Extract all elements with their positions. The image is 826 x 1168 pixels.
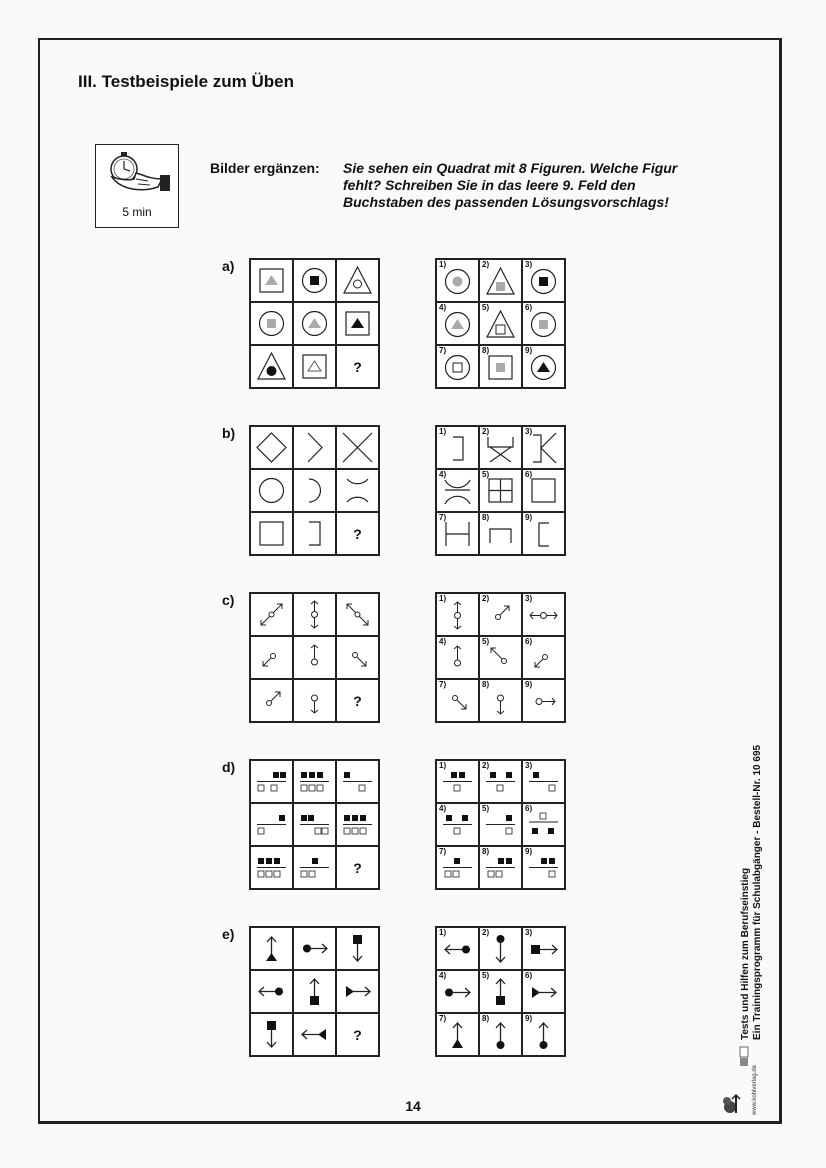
puzzle-cell: [336, 760, 379, 803]
answer-option[interactable]: 1): [436, 760, 479, 803]
answer-option[interactable]: 5): [479, 469, 522, 512]
puzzle-cell: [293, 1013, 336, 1056]
puzzle-cell: [293, 469, 336, 512]
puzzle-cell: [293, 927, 336, 970]
sidebar-text: [740, 720, 764, 1040]
puzzle-cell: [293, 679, 336, 722]
answer-option[interactable]: 3): [522, 593, 565, 636]
puzzle-cell: [336, 927, 379, 970]
answer-option[interactable]: 6): [522, 803, 565, 846]
answer-option[interactable]: 2): [479, 259, 522, 302]
answer-option[interactable]: 8): [479, 679, 522, 722]
answer-option[interactable]: 2): [479, 426, 522, 469]
answer-option[interactable]: 7): [436, 1013, 479, 1056]
missing-cell[interactable]: ?: [336, 345, 379, 388]
missing-cell[interactable]: ?: [336, 512, 379, 555]
time-limit-label: 5 min: [122, 205, 152, 219]
puzzle-cell: [293, 803, 336, 846]
missing-cell[interactable]: ?: [336, 1013, 379, 1056]
answer-grid-d: [435, 759, 566, 890]
question-label-e: e): [222, 926, 235, 942]
page-number: 14: [405, 1098, 421, 1114]
answer-option[interactable]: 5): [479, 803, 522, 846]
puzzle-grid-e: [249, 926, 380, 1057]
answer-option[interactable]: 4): [436, 469, 479, 512]
question-label-a: a): [222, 258, 235, 274]
puzzle-cell: [336, 302, 379, 345]
question-label-b: b): [222, 425, 236, 441]
answer-option[interactable]: 5): [479, 302, 522, 345]
answer-option[interactable]: 1): [436, 259, 479, 302]
answer-option[interactable]: 9): [522, 512, 565, 555]
answer-option[interactable]: 9): [522, 345, 565, 388]
missing-cell[interactable]: ?: [336, 846, 379, 889]
puzzle-cell: [293, 970, 336, 1013]
puzzle-cell: [250, 760, 293, 803]
answer-option[interactable]: 2): [479, 927, 522, 970]
answer-option[interactable]: 5): [479, 970, 522, 1013]
answer-option[interactable]: 1): [436, 426, 479, 469]
puzzle-cell: [250, 970, 293, 1013]
puzzle-cell: [293, 846, 336, 889]
puzzle-cell: [336, 970, 379, 1013]
puzzle-cell: [250, 846, 293, 889]
puzzle-cell: [250, 679, 293, 722]
timer-box: [95, 144, 179, 228]
puzzle-grid-a: [249, 258, 380, 389]
puzzle-cell: [293, 302, 336, 345]
puzzle-cell: [250, 803, 293, 846]
puzzle-cell: [250, 302, 293, 345]
answer-option[interactable]: 7): [436, 846, 479, 889]
puzzle-cell: [250, 593, 293, 636]
puzzle-cell: [250, 1013, 293, 1056]
question-label-d: d): [222, 759, 236, 775]
answer-option[interactable]: 9): [522, 679, 565, 722]
puzzle-cell: [293, 760, 336, 803]
puzzle-cell: [336, 469, 379, 512]
answer-option[interactable]: 2): [479, 760, 522, 803]
answer-grid-c: [435, 592, 566, 723]
answer-option[interactable]: 7): [436, 679, 479, 722]
puzzle-cell: [336, 803, 379, 846]
question-label-c: c): [222, 592, 235, 608]
answer-option[interactable]: 8): [479, 1013, 522, 1056]
answer-option[interactable]: 1): [436, 593, 479, 636]
answer-grid-b: [435, 425, 566, 556]
answer-option[interactable]: 9): [522, 846, 565, 889]
answer-option[interactable]: 3): [522, 259, 565, 302]
answer-option[interactable]: 4): [436, 803, 479, 846]
puzzle-grid-c: [249, 592, 380, 723]
instruction-label: Bilder ergänzen:: [210, 160, 320, 176]
answer-option[interactable]: 6): [522, 469, 565, 512]
answer-option[interactable]: 7): [436, 345, 479, 388]
publisher-url: www.kohlverlag.de: [752, 1064, 758, 1115]
answer-option[interactable]: 8): [479, 345, 522, 388]
answer-option[interactable]: 6): [522, 636, 565, 679]
puzzle-cell: [336, 593, 379, 636]
answer-grid-a: [435, 258, 566, 389]
answer-option[interactable]: 5): [479, 636, 522, 679]
puzzle-cell: [293, 259, 336, 302]
puzzle-cell: [336, 426, 379, 469]
puzzle-cell: [250, 259, 293, 302]
puzzle-cell: [293, 512, 336, 555]
puzzle-cell: [250, 469, 293, 512]
puzzle-cell: [250, 927, 293, 970]
answer-option[interactable]: 2): [479, 593, 522, 636]
missing-cell[interactable]: ?: [336, 679, 379, 722]
answer-option[interactable]: 4): [436, 302, 479, 345]
answer-option[interactable]: 8): [479, 846, 522, 889]
puzzle-grid-d: [249, 759, 380, 890]
answer-option[interactable]: 6): [522, 302, 565, 345]
puzzle-cell: [293, 345, 336, 388]
answer-option[interactable]: 9): [522, 1013, 565, 1056]
answer-grid-e: [435, 926, 566, 1057]
hand-stopwatch-icon: [100, 149, 174, 205]
puzzle-cell: [293, 636, 336, 679]
answer-option[interactable]: 7): [436, 512, 479, 555]
puzzle-cell: [250, 345, 293, 388]
puzzle-cell: [293, 593, 336, 636]
instruction-text: Sie sehen ein Quadrat mit 8 Figuren. Welche Figur fehlt? Schreiben Sie in das leere 9. Feld den Buchstaben des passenden Lösungsvorschlags!: [343, 160, 678, 210]
puzzle-cell: [250, 636, 293, 679]
answer-option[interactable]: 3): [522, 760, 565, 803]
sidebar-line-1: Tests und Hilfen zum Berufseinstieg: [740, 867, 751, 1040]
answer-option[interactable]: 4): [436, 636, 479, 679]
puzzle-cell: [336, 259, 379, 302]
puzzle-cell: [336, 636, 379, 679]
answer-option[interactable]: 4): [436, 970, 479, 1013]
answer-option[interactable]: 6): [522, 970, 565, 1013]
answer-option[interactable]: 1): [436, 927, 479, 970]
puzzle-cell: [250, 426, 293, 469]
answer-option[interactable]: 3): [522, 927, 565, 970]
answer-option[interactable]: 3): [522, 426, 565, 469]
puzzle-cell: [293, 426, 336, 469]
sidebar-line-2: Ein Trainingsprogramm für Schulabgänger - Bestell-Nr. 10 695: [752, 744, 763, 1040]
puzzle-grid-b: [249, 425, 380, 556]
section-heading: III. Testbeispiele zum Üben: [78, 72, 295, 91]
answer-option[interactable]: 8): [479, 512, 522, 555]
puzzle-cell: [250, 512, 293, 555]
